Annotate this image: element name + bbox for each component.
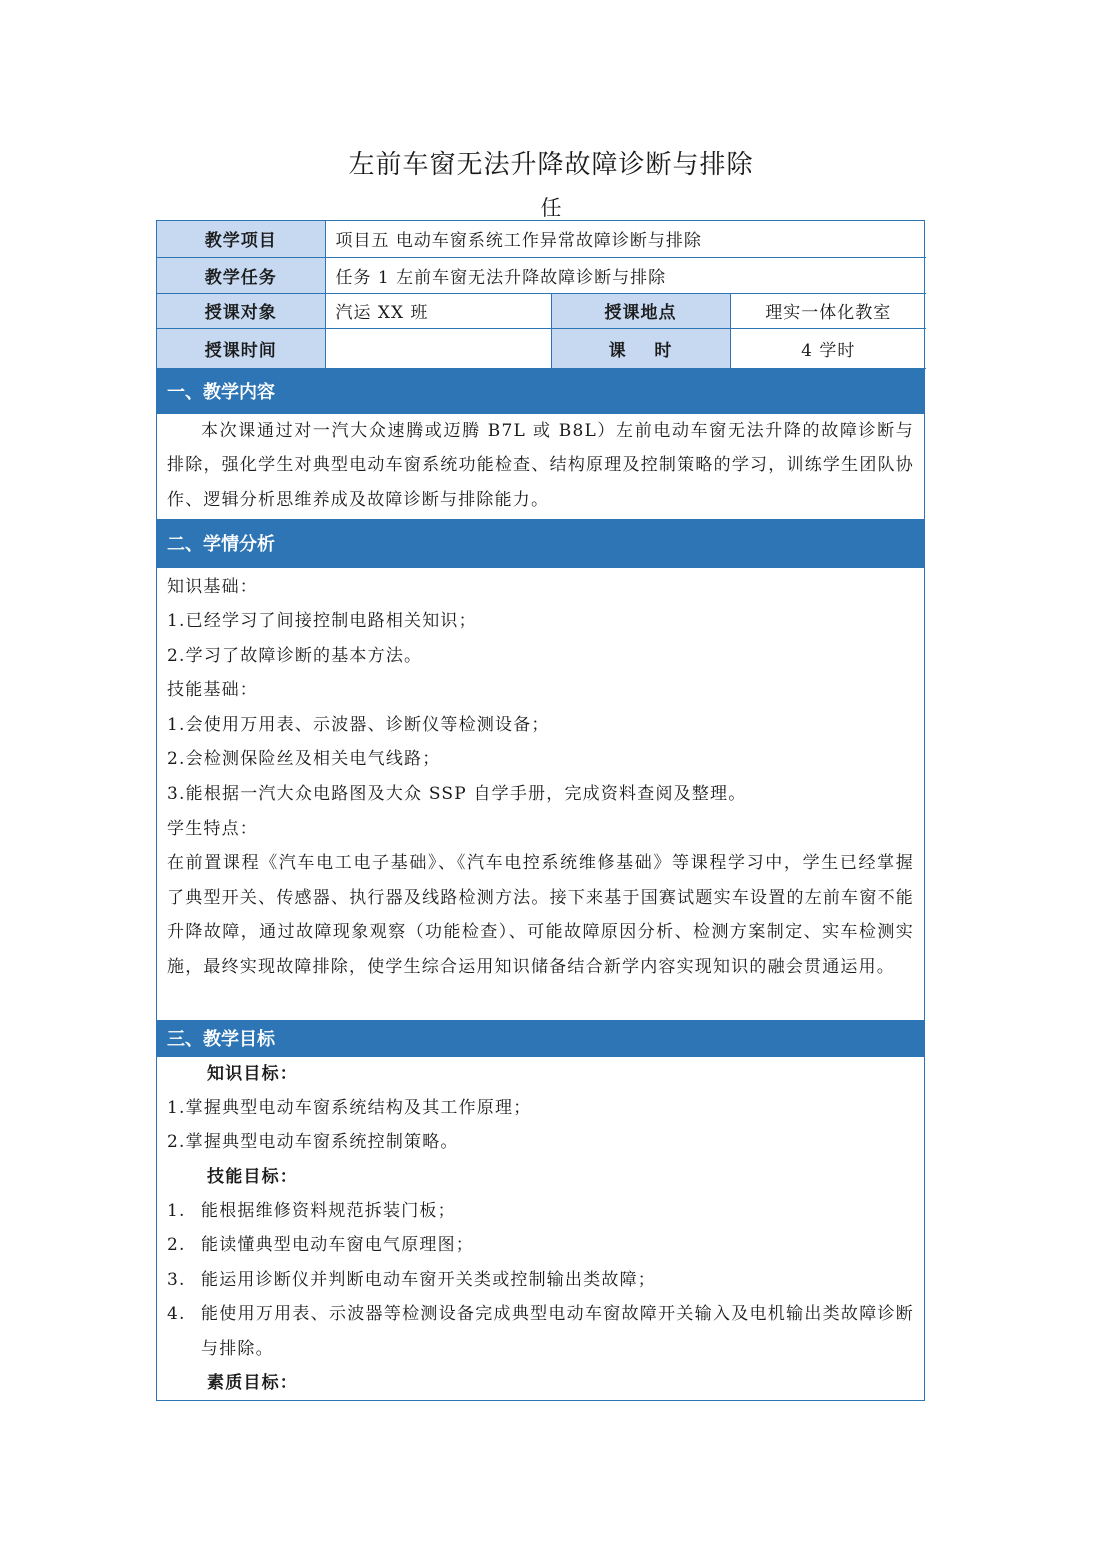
list-item xyxy=(167,1228,914,1263)
task-value: 任务 1 左前车窗无法升降故障诊断与排除 xyxy=(325,257,926,293)
info-table xyxy=(157,221,926,369)
section-body-goals xyxy=(157,1057,924,1401)
quality-goal-title: 素质目标： xyxy=(207,1373,298,1394)
list-item: 2.学习了故障诊断的基本方法。 xyxy=(167,645,423,666)
list-item: 3.能根据一汽大众电路图及大众 SSP 自学手册，完成资料查阅及整理。 xyxy=(167,784,747,805)
list-number: 1. xyxy=(167,1200,186,1221)
section-body-analysis xyxy=(157,568,924,1020)
list-item: 1.已经学习了间接控制电路相关知识； xyxy=(167,611,477,632)
knowledge-base-title: 知识基础： xyxy=(167,576,258,597)
audience-value: 汽运 XX 班 xyxy=(325,293,551,328)
list-text: 能使用万用表、示波器等检测设备完成典型电动车窗故障开关输入及电机输出类故障诊断与排除。 xyxy=(201,1304,914,1359)
section-body-content xyxy=(157,414,924,519)
hours-value: 4 学时 xyxy=(730,328,926,368)
list-item xyxy=(167,1194,914,1229)
project-label: 教学项目 xyxy=(157,221,325,257)
list-number: 2. xyxy=(167,1235,186,1256)
time-label: 授课时间 xyxy=(157,328,325,368)
location-value: 理实一体化教室 xyxy=(730,293,926,328)
section-heading-analysis: 二、学情分析 xyxy=(157,519,924,568)
list-number: 3. xyxy=(167,1269,186,1290)
list-item xyxy=(167,1297,914,1366)
knowledge-goal-title: 知识目标： xyxy=(207,1063,298,1084)
list-item: 1.掌握典型电动车窗系统结构及其工作原理； xyxy=(167,1097,532,1118)
project-value: 项目五 电动车窗系统工作异常故障诊断与排除 xyxy=(325,221,926,257)
list-item: 2.会检测保险丝及相关电气线路； xyxy=(167,749,441,770)
list-text: 能读懂典型电动车窗电气原理图； xyxy=(201,1235,474,1256)
list-item xyxy=(167,1263,914,1298)
document-title: 左前车窗无法升降故障诊断与排除 xyxy=(348,150,754,180)
hours-label: 课 时 xyxy=(551,328,730,368)
document-subtitle: 任 xyxy=(540,196,562,220)
list-number: 4. xyxy=(167,1304,186,1325)
content-paragraph: 本次课通过对一汽大众速腾或迈腾 B7L 或 B8L）左前电动车窗无法升降的故障诊断与排除，强化学生对典型电动车窗系统功能检查、结构原理及控制策略的学习，训练学生团队协作、逻辑分析思维养成及故障诊断与排除能力。 xyxy=(167,420,914,510)
audience-label: 授课对象 xyxy=(157,293,325,328)
list-item: 1.会使用万用表、示波器、诊断仪等检测设备； xyxy=(167,714,550,735)
lesson-plan-table xyxy=(156,220,925,1401)
student-traits-paragraph: 在前置课程《汽车电工电子基础》、《汽车电控系统维修基础》等课程学习中，学生已经掌握了典型开关、传感器、执行器及线路检测方法。接下来基于国赛试题实车设置的左前车窗不能升降故障，通过故障现象观察（功能检查）、可能故障原因分析、检测方案制定、实车检测实施，最终实现故障排除，使学生综合运用知识储备结合新学内容实现知识的融会贯通运用。 xyxy=(167,853,914,977)
student-traits-title: 学生特点： xyxy=(167,818,258,839)
section-heading-content: 一、教学内容 xyxy=(157,369,924,414)
task-label: 教学任务 xyxy=(157,257,325,293)
skill-base-title: 技能基础： xyxy=(167,680,258,701)
list-text: 能根据维修资料规范拆装门板； xyxy=(201,1200,456,1221)
location-label: 授课地点 xyxy=(551,293,730,328)
time-value xyxy=(325,328,551,368)
list-text: 能运用诊断仪并判断电动车窗开关类或控制输出类故障； xyxy=(201,1269,656,1290)
list-item: 2.掌握典型电动车窗系统控制策略。 xyxy=(167,1132,459,1153)
section-heading-goals: 三、教学目标 xyxy=(157,1020,924,1057)
skill-goal-title: 技能目标： xyxy=(207,1166,298,1187)
